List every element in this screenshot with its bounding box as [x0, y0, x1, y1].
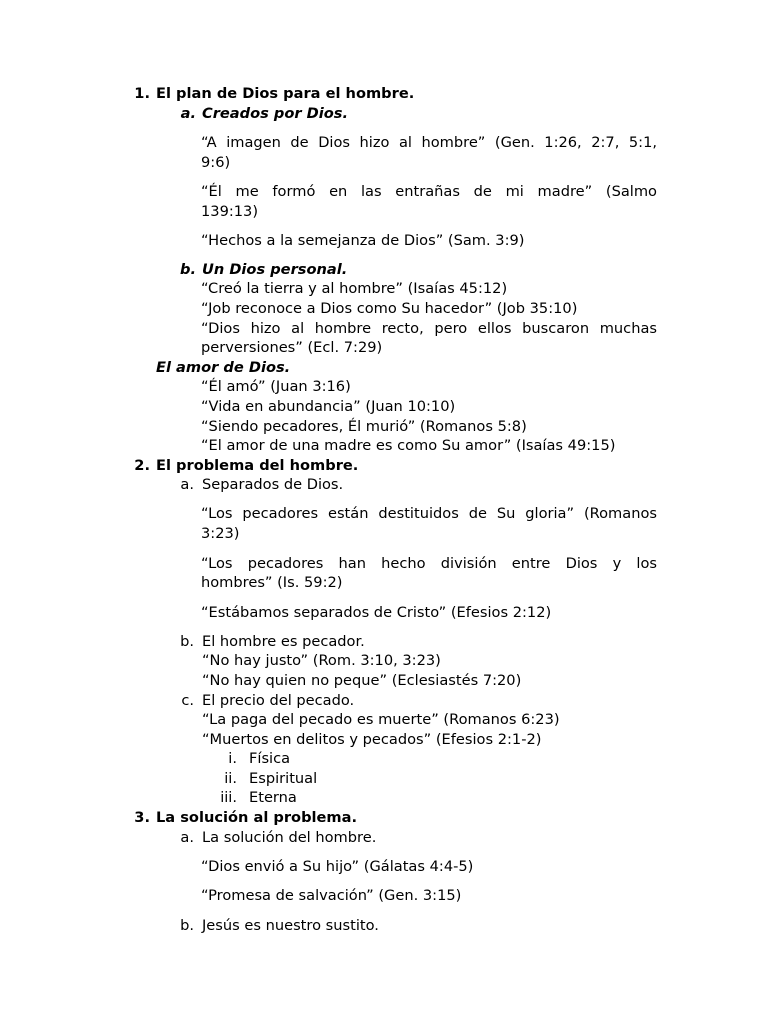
subsection-1b-marker: b. [180, 261, 196, 278]
quote-line: “Los pecadores han hecho división entre Dios y los [201, 555, 657, 572]
death-type-label: Eterna [249, 789, 297, 806]
quote-line: “Él amó” (Juan 3:16) [201, 378, 351, 395]
quote-line: “La paga del pecado es muerte” (Romanos 6:23) [202, 711, 560, 728]
section-1-title: El plan de Dios para el hombre. [156, 85, 415, 102]
quote-line: 139:13) [201, 203, 259, 220]
section-3-number: 3. [134, 809, 150, 826]
quote-line: “Vida en abundancia” (Juan 10:10) [201, 398, 456, 415]
quote-line: “Siendo pecadores, Él murió” (Romanos 5:8) [201, 418, 527, 435]
quote-line: “No hay justo” (Rom. 3:10, 3:23) [202, 652, 441, 669]
subsection-1a-label: Creados por Dios. [202, 105, 349, 122]
quote-line: 3:23) [201, 525, 240, 542]
section-2-number: 2. [134, 457, 150, 474]
subsection-2a-label: Separados de Dios. [202, 476, 344, 493]
subsection-3a-marker: a. [180, 829, 194, 846]
quote-line: 9:6) [201, 154, 231, 171]
section-3-title: La solución al problema. [156, 809, 358, 826]
death-type-label: Espiritual [249, 770, 318, 787]
subsection-1c-label: El amor de Dios. [156, 359, 291, 376]
death-type-marker: iii. [220, 789, 237, 806]
subsection-2a-marker: a. [180, 476, 194, 493]
quote-line: “El amor de una madre es como Su amor” (Isaías 49:15) [201, 437, 616, 454]
death-type-marker: i. [228, 750, 237, 767]
quote-line: “Dios envió a Su hijo” (Gálatas 4:4-5) [201, 858, 474, 875]
subsection-2c-label: El precio del pecado. [202, 692, 355, 709]
quote-line: “No hay quien no peque” (Eclesiastés 7:20) [202, 672, 522, 689]
subsection-2c-marker: c. [181, 692, 194, 709]
quote-line: hombres” (Is. 59:2) [201, 574, 343, 591]
quote-line: perversiones” (Ecl. 7:29) [201, 339, 383, 356]
quote-line: “Dios hizo al hombre recto, pero ellos buscaron muchas [201, 320, 657, 337]
quote-line: “Hechos a la semejanza de Dios” (Sam. 3:9) [201, 232, 525, 249]
quote-line: “Creó la tierra y al hombre” (Isaías 45:12) [201, 280, 508, 297]
quote-line: “Él me formó en las entrañas de mi madre” (Salmo [201, 183, 657, 200]
quote-line: “Muertos en delitos y pecados” (Efesios 2:1-2) [202, 731, 542, 748]
death-type-marker: ii. [224, 770, 237, 787]
quote-line: “Los pecadores están destituidos de Su gloria” (Romanos [201, 505, 657, 522]
subsection-1b-label: Un Dios personal. [202, 261, 348, 278]
subsection-3b-label: Jesús es nuestro sustito. [202, 917, 379, 934]
subsection-3a-label: La solución del hombre. [202, 829, 377, 846]
quote-line: “Estábamos separados de Cristo” (Efesios 2:12) [201, 604, 552, 621]
subsection-2b-marker: b. [180, 633, 194, 650]
subsection-1a-marker: a. [180, 105, 196, 122]
section-1-number: 1. [134, 85, 150, 102]
quote-line: “A imagen de Dios hizo al hombre” (Gen. 1:26, 2:7, 5:1, [201, 134, 657, 151]
subsection-3b-marker: b. [180, 917, 194, 934]
quote-line: “Job reconoce a Dios como Su hacedor” (Job 35:10) [201, 300, 578, 317]
subsection-2b-label: El hombre es pecador. [202, 633, 365, 650]
quote-line: “Promesa de salvación” (Gen. 3:15) [201, 887, 462, 904]
section-2-title: El problema del hombre. [156, 457, 359, 474]
death-type-label: Física [249, 750, 291, 767]
